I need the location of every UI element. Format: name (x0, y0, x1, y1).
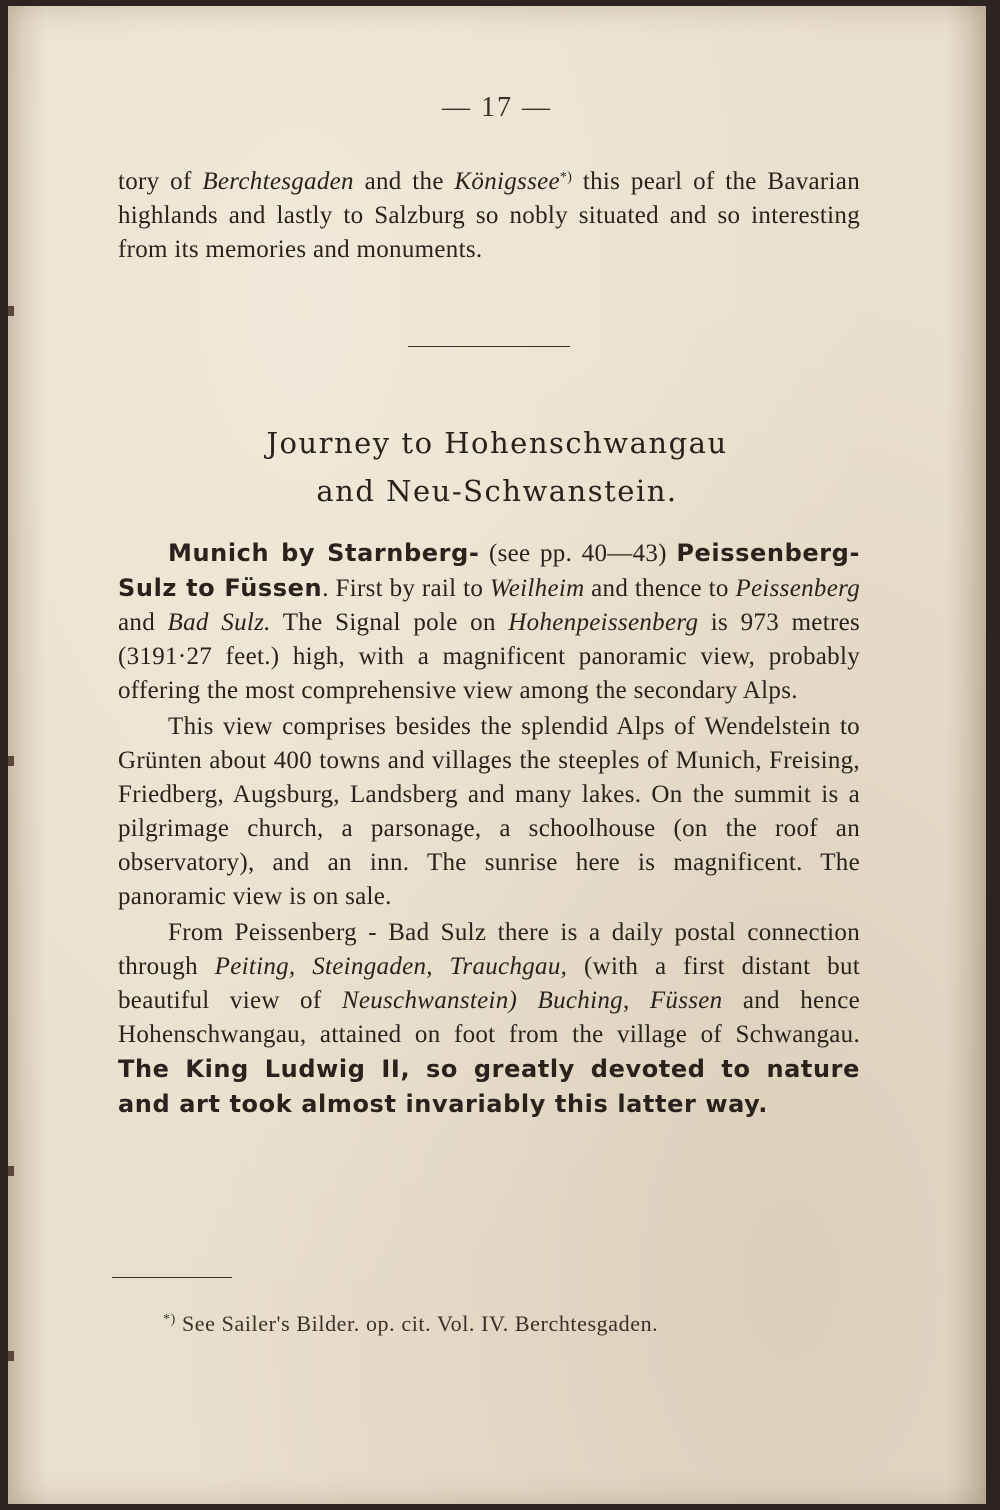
route-text: The Signal pole on (270, 609, 509, 636)
place-bad-sulz: Bad Sulz. (167, 609, 271, 636)
footnote-marker: *) (163, 1312, 176, 1327)
place-berchtesgaden: Berchtesgaden (202, 168, 354, 195)
route-bold: Munich by Starnberg- (168, 539, 480, 567)
place-fuessen: Füssen (649, 987, 723, 1014)
paragraph-postal (118, 916, 860, 1122)
route-text: . First by rail to (322, 575, 490, 602)
paragraph-view: This view comprises besides the splendid Alps of Wendelstein to Grünten about 400 towns and villages the steeples of Munich, Freising, Friedberg, Augsburg, Landsberg and many lakes. On the summit is a pilgrimage church, a parsonage, a schoolhouse (on the roof an observatory), and an inn. The sunrise here is magnificent. The panoramic view is on sale. (118, 713, 860, 910)
place-koenigssee: Königssee (454, 168, 560, 195)
route-text: (see pp. 40—43) (479, 540, 677, 567)
page-number: — 17 — (442, 92, 552, 123)
book-page (8, 6, 986, 1504)
place-weilheim: Weilheim (489, 575, 585, 602)
route-bold: Peissenberg-Sulz to Füssen (118, 539, 861, 602)
section-divider (408, 346, 570, 347)
route-text: is 973 metres (3191·27 feet.) high, with a magnificent panoramic view, probably offering the most comprehensive view among the secondary Alps. (118, 609, 861, 704)
section-heading-line-1: Journey to Hohenschwangau (266, 426, 728, 460)
postal-text: , (622, 987, 650, 1014)
postal-text: (with a first distant but beautiful view of (118, 953, 861, 1014)
places-peiting-steingaden-trauchgau: Peiting, Steingaden, Trauchgau, (214, 953, 568, 980)
intro-text: this pearl of the Bavarian highlands and lastly to Salzburg so nobly situated and so interesting from its memories and monuments. (118, 168, 860, 263)
binding-mark (8, 306, 14, 316)
king-ludwig-bold: The King Ludwig II, so greatly devoted to nature and art took almost invariably this latter way. (118, 1055, 860, 1118)
postal-text: and hence Hohenschwangau, attained on foot from the village of Schwangau. (118, 987, 860, 1048)
section-body (118, 536, 860, 1122)
footnote-divider (112, 1277, 232, 1278)
binding-mark (8, 1166, 14, 1176)
section-heading-line-2: and Neu-Schwanstein. (316, 474, 678, 508)
place-buching: Buching (537, 987, 623, 1014)
footnote (163, 1311, 883, 1337)
intro-text: tory of (118, 168, 203, 195)
postal-text: From Peissenberg - Bad Sulz there is a daily postal connection through (118, 919, 860, 980)
footnote-marker: *) (559, 170, 573, 185)
intro-paragraph (118, 161, 860, 267)
route-text: and (118, 609, 168, 636)
binding-mark (8, 1351, 14, 1361)
paragraph-route (118, 536, 860, 708)
place-peissenberg: Peissenberg (735, 575, 861, 602)
intro-text: and the (353, 168, 455, 195)
postal-text (517, 987, 537, 1014)
footnote-text: See Sailer's Bilder. op. cit. Vol. IV. Berchtesgaden. (175, 1311, 659, 1336)
place-hohenpeissenberg: Hohenpeissenberg (508, 609, 699, 636)
route-text: and thence to (584, 575, 736, 602)
place-neuschwanstein: Neuschwanstein) (341, 987, 518, 1014)
binding-mark (8, 756, 14, 766)
